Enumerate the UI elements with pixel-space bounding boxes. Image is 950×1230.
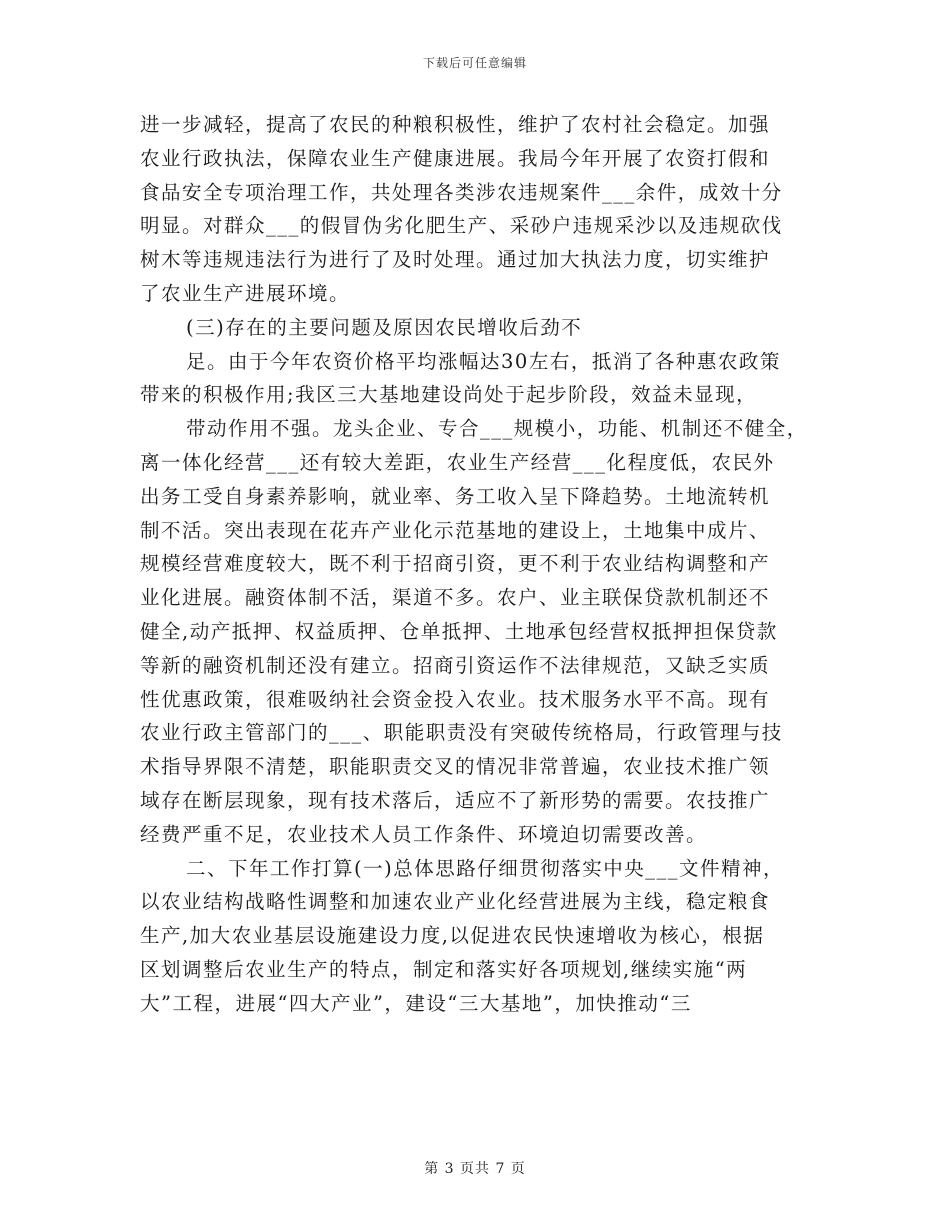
text-line: 进一步减轻，提高了农民的种粮积极性，维护了农村社会稳定。加强 [140, 113, 771, 136]
text-line: 足。由于今年农资价格平均涨幅达30左右，抵消了各种惠农政策 [186, 349, 781, 373]
page-footer: 第 3 页共 7 页 [424, 1161, 526, 1177]
text-line: 生产,加大农业基层设施建设力度,以促进农民快速增收为核心，根据 [140, 924, 765, 948]
text-line: 制不活。突出表现在花卉产业化示范基地的建设上，土地集中成片、 [140, 518, 771, 542]
text-line: 二、下年工作打算(一)总体思路仔细贯彻落实中央___文件精神， [186, 856, 784, 880]
text-line: 了农业生产进展环境。 [140, 281, 351, 305]
page-header: 下载后可任意编辑 [422, 56, 527, 70]
text-line: 健全,动产抵押、权益质押、仓单抵押、土地承包经营权抵押担保贷款 [140, 619, 778, 643]
text-line: 出务工受自身素养影响，就业率、务工收入呈下降趋势。土地流转机 [140, 484, 771, 508]
text-line: 带来的积极作用;我区三大基地建设尚处于起步阶段，效益未显现， [140, 383, 758, 407]
text-line: 域存在断层现象，现有技术落后，适应不了新形势的需要。农技推广 [140, 788, 771, 812]
text-line: 规模经营难度较大，既不利于招商引资，更不利于农业结构调整和产 [140, 552, 771, 576]
text-line: 以农业结构战略性调整和加速农业产业化经营进展为主线，稳定粮食 [140, 890, 771, 914]
text-line: 农业行政主管部门的___、职能职责没有突破传统格局，行政管理与技 [140, 721, 783, 745]
document-body [140, 108, 820, 1021]
text-line: 大”工程，进展“四大产业”，建设“三大基地”，加快推动“三 [140, 991, 692, 1015]
text-line: 离一体化经营___还有较大差距，农业生产经营___化程度低，农民外 [140, 450, 775, 474]
text-line: 业化进展。融资体制不活，渠道不多。农户、业主联保贷款机制还不 [140, 586, 771, 610]
text-line: 食品安全专项治理工作，共处理各类涉农违规案件___余件，成效十分 [140, 180, 783, 204]
text-line: 经费严重不足，农业技术人员工作条件、环境迫切需要改善。 [140, 822, 708, 846]
text-line: 区划调整后农业生产的特点，制定和落实好各项规划,继续实施“两 [140, 957, 748, 981]
text-line: (三)存在的主要问题及原因农民增收后劲不 [186, 315, 583, 339]
text-line: 带动作用不强。龙头企业、专合___规模小，功能、机制还不健全， [186, 417, 808, 441]
text-line: 等新的融资机制还没有建立。招商引资运作不法律规范，又缺乏实质 [140, 653, 771, 677]
text-line: 术指导界限不清楚，职能职责交叉的情况非常普遍，农业技术推广领 [140, 755, 771, 779]
text-line: 树木等违规违法行为进行了及时处理。通过加大执法力度，切实维护 [140, 248, 771, 272]
text-line: 性优惠政策，很难吸纳社会资金投入农业。技术服务水平不高。现有 [140, 687, 771, 711]
text-line: 农业行政执法，保障农业生产健康进展。我局今年开展了农资打假和 [140, 146, 771, 170]
text-line: 明显。对群众___的假冒伪劣化肥生产、采砂户违规采沙以及违规砍伐 [140, 214, 783, 238]
